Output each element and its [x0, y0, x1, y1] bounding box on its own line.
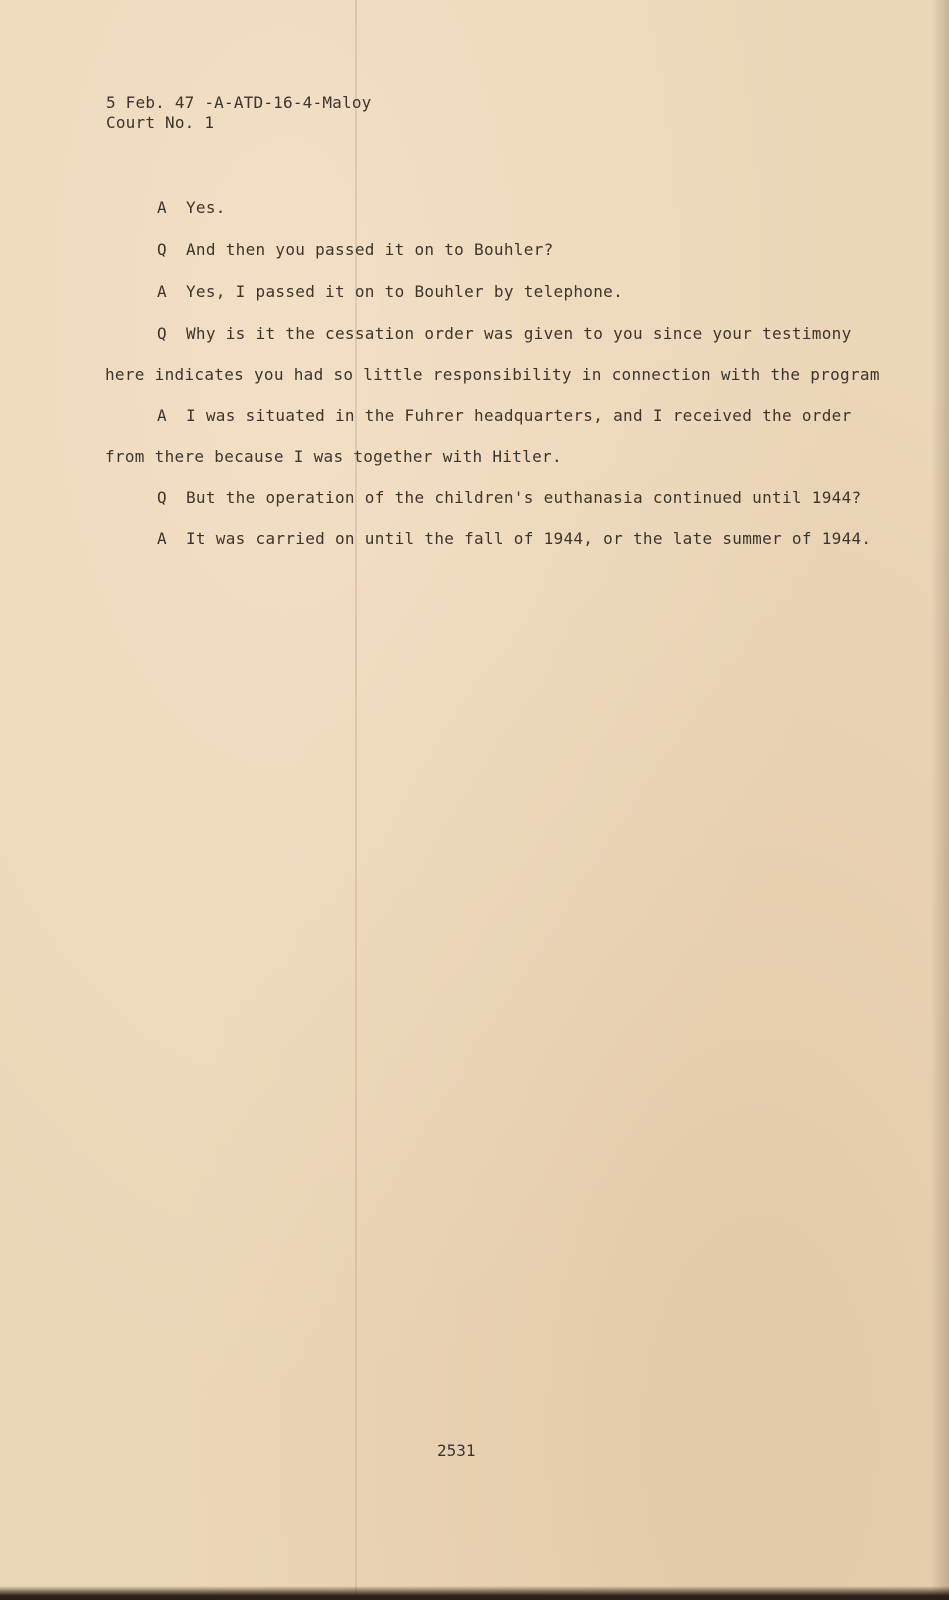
speaker-label: Q: [157, 240, 167, 259]
transcript-line: [157, 406, 852, 426]
transcript-line: [157, 529, 871, 549]
header-court-number: Court No. 1: [106, 113, 215, 132]
speaker-label: A: [157, 282, 167, 301]
speaker-label: A: [157, 406, 167, 425]
transcript-text: And then you passed it on to Bouhler?: [186, 240, 554, 259]
paper-edge-shadow: [931, 0, 949, 1600]
speaker-label: Q: [157, 324, 167, 343]
paper-bottom-edge: [0, 1586, 949, 1600]
speaker-label: A: [157, 529, 167, 548]
transcript-text: I was situated in the Fuhrer headquarters, and I received the order: [186, 406, 852, 425]
page-number: 2531: [437, 1441, 476, 1460]
document-header: [106, 93, 372, 133]
transcript-continuation-line: here indicates you had so little responsibility in connection with the program: [105, 365, 880, 384]
transcript-text: Why is it the cessation order was given to you since your testimony: [186, 324, 852, 343]
transcript-text: It was carried on until the fall of 1944, or the late summer of 1944.: [186, 529, 872, 548]
transcript-text: Yes, I passed it on to Bouhler by telephone.: [186, 282, 624, 301]
transcript-line: [157, 324, 852, 344]
speaker-label: Q: [157, 488, 167, 507]
transcript-line: [157, 240, 554, 260]
transcript-text: Yes.: [186, 198, 226, 217]
speaker-label: A: [157, 198, 167, 217]
transcript-line: [157, 198, 226, 218]
transcript-line: [157, 488, 861, 508]
transcript-text: But the operation of the children's euthanasia continued until 1944?: [186, 488, 862, 507]
transcript-line: [157, 282, 623, 302]
transcript-continuation-line: from there because I was together with Hitler.: [105, 447, 562, 466]
header-date-reference: 5 Feb. 47 -A-ATD-16-4-Maloy: [106, 93, 372, 112]
